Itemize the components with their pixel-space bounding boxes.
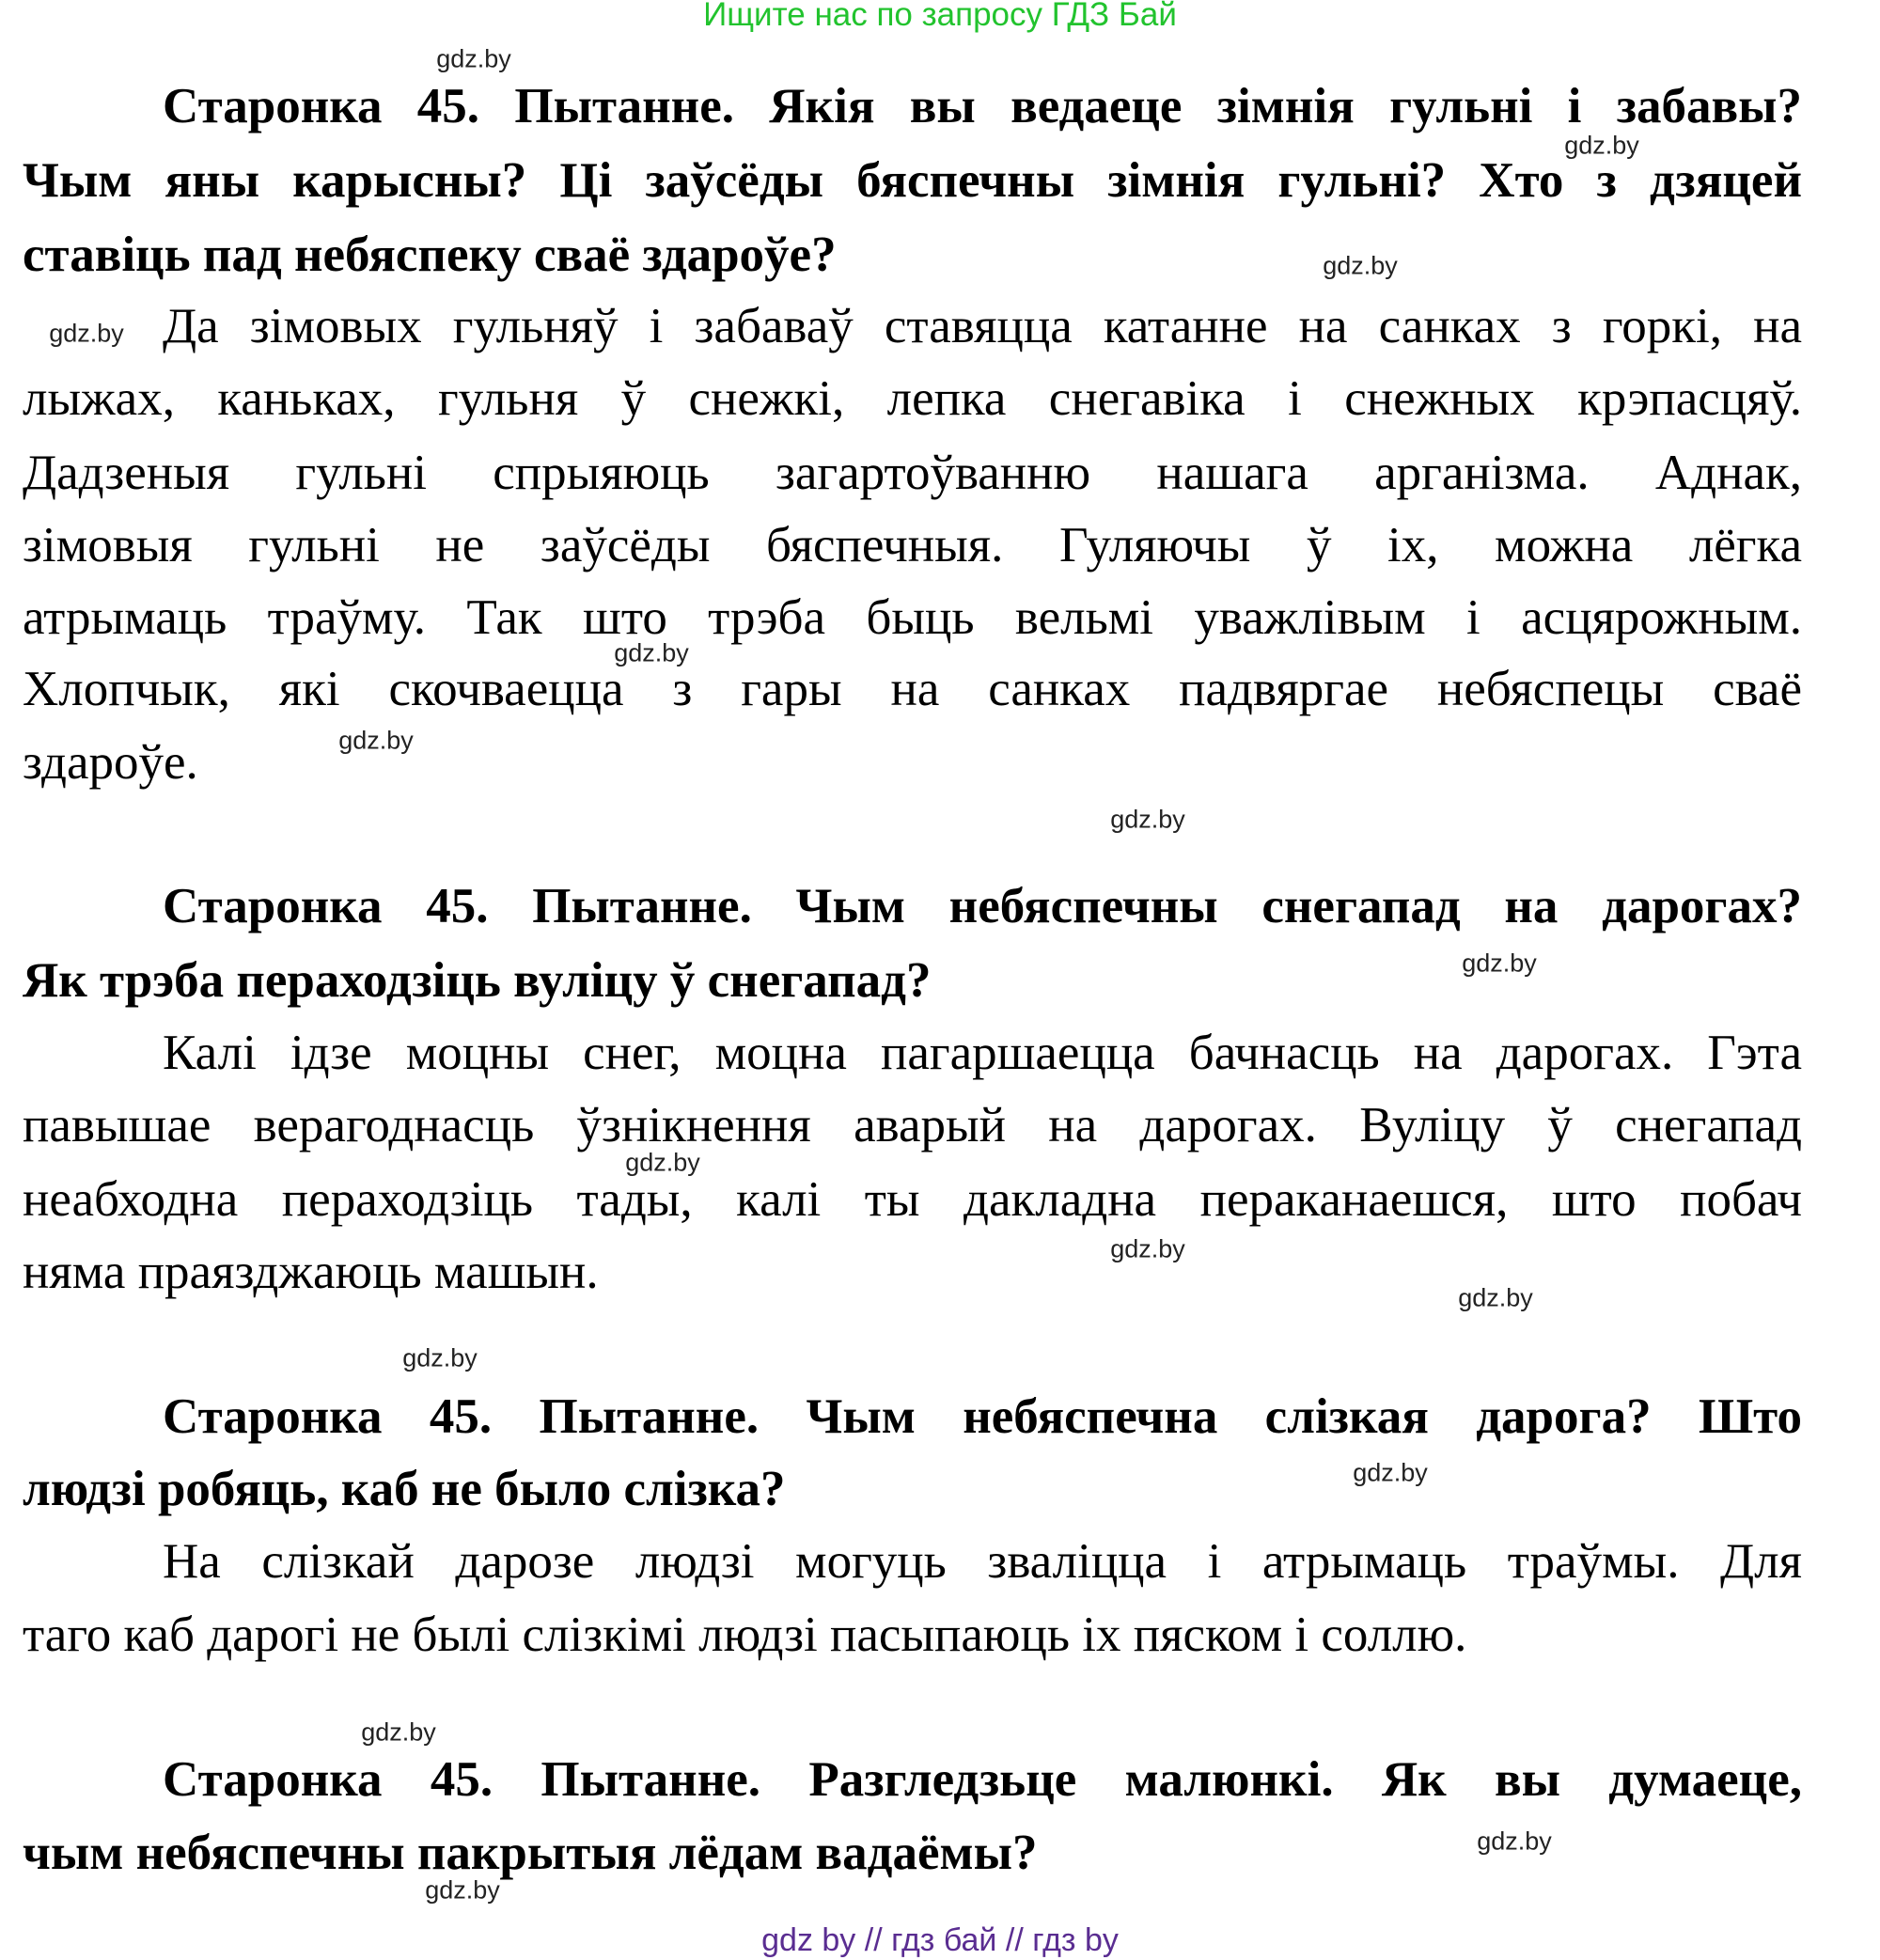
answer-text-line: зімовыя гульні не заўсёды бяспечныя. Гуляючы ў іх, можна лёгка <box>23 518 1802 572</box>
watermark-text: gdz.by <box>1477 1827 1552 1856</box>
question-heading-line: Старонка 45. Пытанне. Разгледзьце малюнкі. Як вы думаеце, <box>163 1752 1802 1807</box>
answer-text-line: здароўе. <box>23 735 198 790</box>
answer-text-line: лыжах, каньках, гульня ў снежкі, лепка снегавіка і снежных крэпасцяў. <box>23 371 1802 426</box>
top-banner: Ищите нас по запросу ГДЗ Бай <box>703 0 1177 33</box>
answer-text-line: На слізкай дарозе людзі могуць зваліцца і атрымаць траўмы. Для <box>163 1534 1802 1589</box>
question-heading-line: Як трэба пераходзіць вуліцу ў снегапад? <box>23 953 932 1008</box>
question-heading-line: людзі робяць, каб не было слізка? <box>23 1462 786 1516</box>
watermark-text: gdz.by <box>1564 131 1639 160</box>
watermark-text: gdz.by <box>49 319 124 348</box>
answer-text-line: Хлопчык, які скочваецца з гары на санках падвяргае небяспецы сваё <box>23 662 1802 716</box>
watermark-text: gdz.by <box>1110 1234 1185 1263</box>
question-heading-line: Старонка 45. Пытанне. Чым небяспечны снегапад на дарогах? <box>163 879 1802 933</box>
answer-text-line: няма праязджаюць машын. <box>23 1245 599 1299</box>
bottom-banner: gdz by // гдз бай // гдз by <box>761 1922 1119 1958</box>
watermark-text: gdz.by <box>402 1343 478 1372</box>
watermark-text: gdz.by <box>1353 1458 1428 1487</box>
watermark-text: gdz.by <box>614 638 689 667</box>
answer-text-line: Калі ідзе моцны снег, моцна пагаршаецца бачнасць на дарогах. Гэта <box>163 1026 1802 1080</box>
question-heading-line: Чым яны карысны? Ці заўсёды бяспечны зімнія гульні? Хто з дзяцей <box>23 153 1802 208</box>
question-heading-line: Старонка 45. Пытанне. Чым небяспечна слізкая дарога? Што <box>163 1389 1802 1444</box>
watermark-text: gdz.by <box>425 1875 500 1905</box>
answer-text-line: Дадзеныя гульні спрыяюць загартоўванню нашага арганізма. Аднак, <box>23 446 1802 500</box>
watermark-text: gdz.by <box>436 44 511 73</box>
answer-text-line: павышае верагоднасць ўзнікнення аварый на дарогах. Вуліцу ў снегапад <box>23 1098 1802 1152</box>
answer-text-line: Да зімовых гульняў і забаваў ставяцца катанне на санках з горкі, на <box>163 299 1802 353</box>
question-heading-line: чым небяспечны пакрытыя лёдам вадаёмы? <box>23 1826 1038 1880</box>
watermark-text: gdz.by <box>338 726 414 755</box>
answer-text-line: таго каб дарогі не былі слізкімі людзі пасыпаюць іх пяском і соллю. <box>23 1607 1467 1662</box>
question-heading-line: Старонка 45. Пытанне. Якія вы ведаеце зімнія гульні і забавы? <box>163 79 1802 133</box>
answer-text-line: неабходна пераходзіць тады, калі ты дакладна пераканаешся, што побач <box>23 1172 1802 1227</box>
question-heading-line: ставіць пад небяспеку сваё здароўе? <box>23 227 837 282</box>
watermark-text: gdz.by <box>1462 949 1537 978</box>
answer-text-line: атрымаць траўму. Так што трэба быць вельмі уважлівым і асцярожным. <box>23 590 1802 645</box>
watermark-text: gdz.by <box>1458 1283 1533 1312</box>
watermark-text: gdz.by <box>361 1717 436 1747</box>
watermark-text: gdz.by <box>625 1148 700 1177</box>
watermark-text: gdz.by <box>1323 251 1398 280</box>
watermark-text: gdz.by <box>1110 805 1185 834</box>
